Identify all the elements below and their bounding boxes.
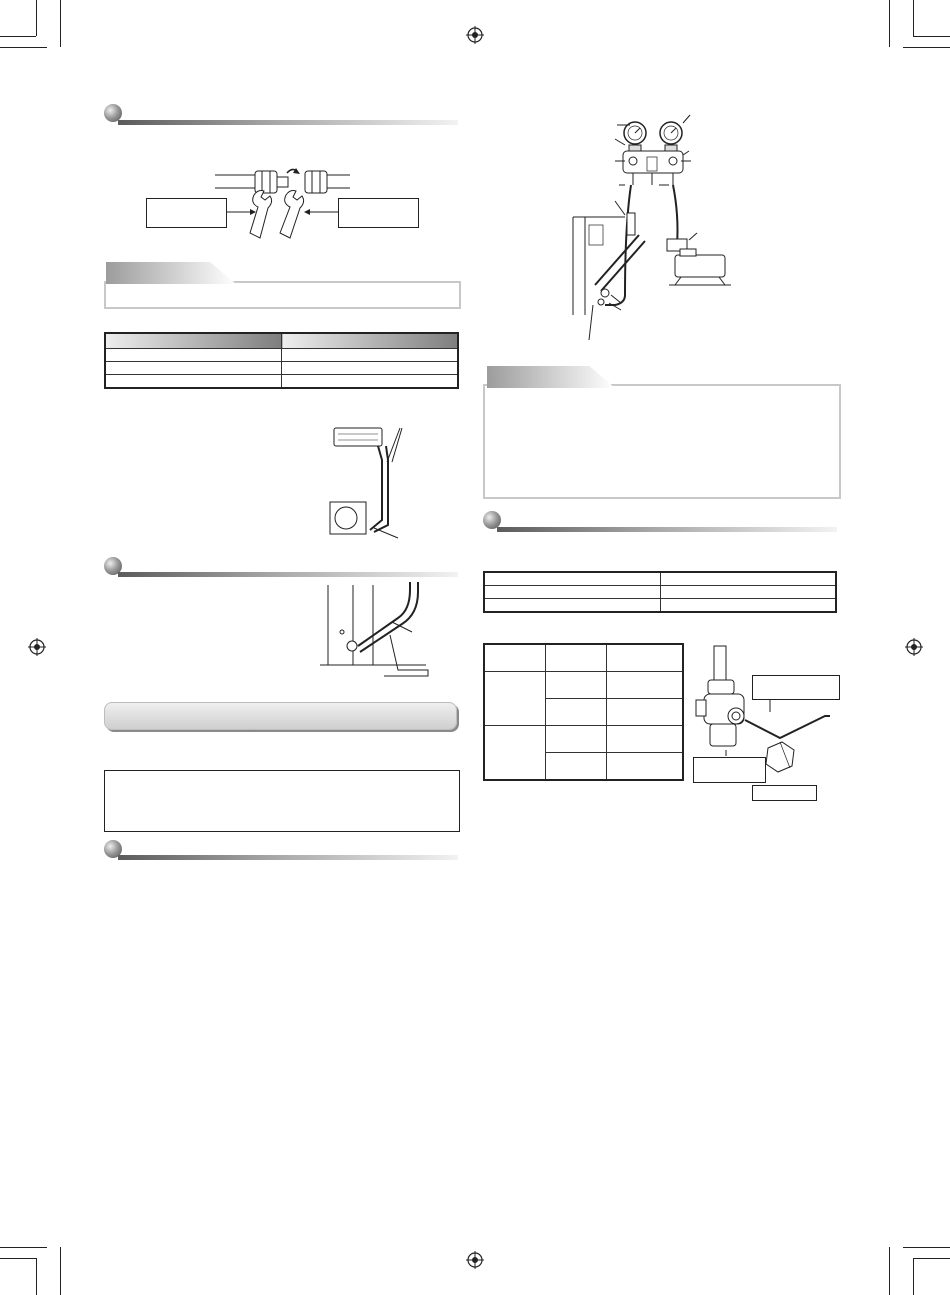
valve-label-cap — [693, 757, 766, 783]
pipe-length-table — [104, 332, 459, 389]
wrench-label-left — [146, 198, 227, 228]
torque-table — [483, 571, 837, 613]
table-row — [105, 375, 458, 389]
wrench-label-right — [338, 198, 419, 228]
indoor-outdoor-unit-figure — [322, 420, 412, 540]
table-row — [484, 572, 836, 586]
table-row — [484, 599, 836, 613]
hexagon-wrench-icon — [745, 716, 830, 738]
caution-tab — [106, 262, 236, 284]
valve-label-hex-wrench — [752, 675, 840, 700]
caution-tab — [487, 366, 615, 388]
table-row — [105, 349, 458, 362]
registration-mark-icon — [905, 638, 923, 656]
valve-label-nut — [752, 785, 817, 801]
section-rule — [118, 120, 458, 125]
section-rule — [118, 572, 458, 577]
registration-mark-icon — [28, 638, 46, 656]
evacuation-heading-pill — [104, 702, 457, 730]
table-row — [484, 726, 683, 753]
vacuum-pump-icon — [669, 249, 731, 285]
registration-mark-icon — [466, 1251, 484, 1269]
note-box — [104, 770, 460, 832]
pressure-gauge-icon — [660, 122, 682, 144]
drain-hose-figure — [318, 580, 430, 680]
manifold-gauge-vacuum-pump-figure — [555, 105, 795, 345]
wrench-icon — [280, 191, 304, 239]
table-row — [484, 672, 683, 699]
wrench-icon — [250, 191, 272, 239]
section-rule — [497, 527, 837, 532]
registration-mark-icon — [466, 26, 484, 44]
valve-size-table — [483, 643, 684, 781]
table-row — [484, 586, 836, 599]
table-row — [105, 362, 458, 375]
section-rule — [118, 855, 458, 860]
